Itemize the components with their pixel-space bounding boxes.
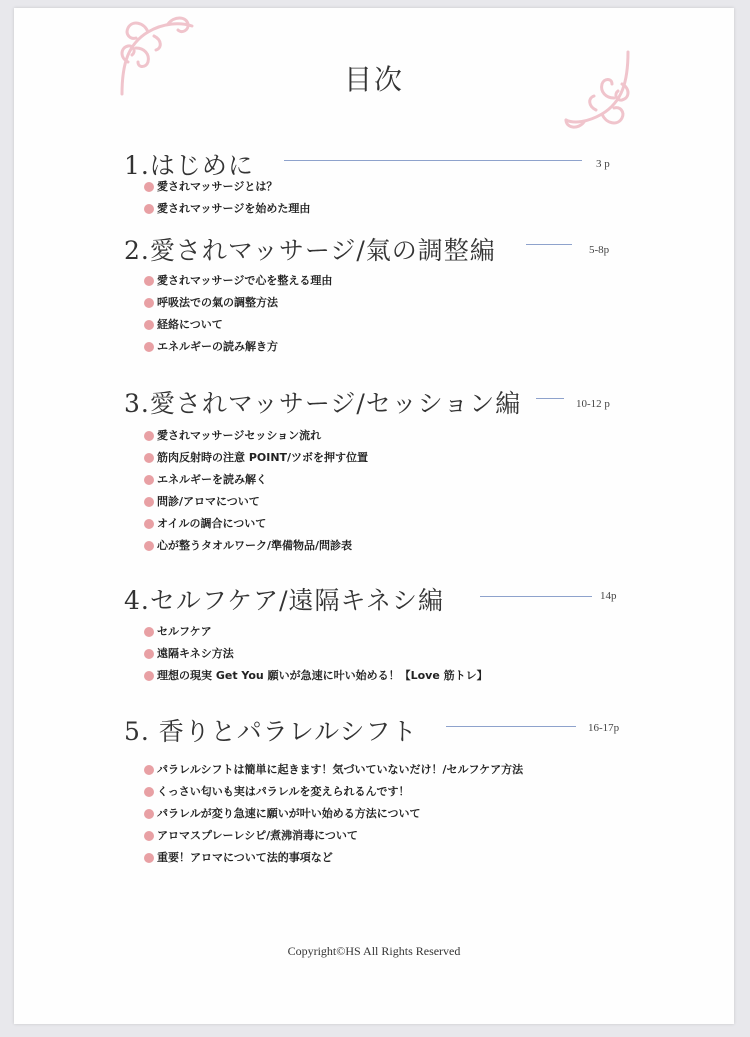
copyright-footer: Copyright©HS All Rights Reserved: [287, 944, 461, 958]
list-item: [144, 491, 368, 513]
item-label: 筋肉反射時の注意 POINT/ツボを押す位置: [157, 451, 369, 464]
item-label: 遠隔キネシ方法: [157, 647, 234, 660]
bullet-icon: [144, 298, 154, 308]
section-heading: 1.はじめに: [124, 151, 254, 180]
list-item: [144, 847, 523, 869]
bullet-icon: [144, 453, 154, 463]
item-label: 愛されマッサージで心を整える理由: [157, 274, 333, 287]
bullet-icon: [144, 809, 154, 819]
list-item: [144, 425, 368, 447]
item-label: 経絡について: [157, 318, 223, 331]
list-item: [144, 665, 488, 687]
list-item: [144, 292, 332, 314]
bullet-icon: [144, 541, 154, 551]
section-item-list: [144, 621, 488, 687]
item-label: アロマスプレーレシピ/煮沸消毒について: [157, 829, 358, 842]
bullet-icon: [144, 204, 154, 214]
item-label: セルフケア: [157, 625, 212, 638]
item-label: 愛されマッサージとは？: [157, 180, 278, 193]
bullet-icon: [144, 320, 154, 330]
list-item: [144, 314, 332, 336]
item-label: 問診/アロマについて: [157, 495, 260, 508]
section-item-list: [144, 425, 368, 557]
list-item: [144, 270, 332, 292]
section-item-list: [144, 176, 310, 220]
bullet-icon: [144, 519, 154, 529]
item-label: 理想の現実 Get You 願いが急速に叶い始める！【Love 筋トレ】: [157, 669, 488, 682]
list-item: [144, 176, 310, 198]
list-item: [144, 198, 310, 220]
section-heading: 4.セルフケア/遠隔キネシ編: [124, 586, 445, 615]
list-item: [144, 825, 523, 847]
leader-line: [446, 726, 576, 727]
page-number: 16-17p: [588, 722, 620, 734]
section-heading: 2.愛されマッサージ/氣の調整編: [124, 236, 496, 265]
list-item: [144, 759, 523, 781]
list-item: [144, 336, 332, 358]
page-number: 14p: [600, 590, 617, 602]
item-label: くっさい匂いも実はパラレルを変えられるんです！: [157, 785, 410, 798]
list-item: [144, 803, 523, 825]
bullet-icon: [144, 853, 154, 863]
bullet-icon: [144, 671, 154, 681]
bullet-icon: [144, 276, 154, 286]
list-item: [144, 469, 368, 491]
list-item: [144, 621, 488, 643]
list-item: [144, 447, 368, 469]
bullet-icon: [144, 765, 154, 775]
leader-line: [526, 244, 572, 245]
section-heading: 3.愛されマッサージ/セッション編: [124, 389, 522, 418]
section-item-list: [144, 759, 523, 869]
item-label: 心が整うタオルワーク/準備物品/問診表: [157, 539, 353, 552]
bullet-icon: [144, 475, 154, 485]
item-label: 呼吸法での氣の調整方法: [157, 296, 278, 309]
list-item: [144, 643, 488, 665]
section-heading: 5. 香りとパラレルシフト: [124, 717, 418, 746]
item-label: 重要！アロマについて法的事項など: [157, 851, 333, 864]
item-label: オイルの調合について: [157, 517, 267, 530]
list-item: [144, 781, 523, 803]
page-number: 5-8p: [589, 244, 610, 256]
item-label: パラレルが変り急速に願いが叶い始める方法について: [157, 807, 421, 820]
leader-line: [284, 160, 582, 161]
list-item: [144, 513, 368, 535]
document-page: [14, 8, 734, 1024]
list-item: [144, 535, 368, 557]
bullet-icon: [144, 497, 154, 507]
bullet-icon: [144, 649, 154, 659]
page-title: 目次: [343, 63, 404, 96]
leader-line: [536, 398, 564, 399]
bullet-icon: [144, 182, 154, 192]
bullet-icon: [144, 831, 154, 841]
item-label: 愛されマッサージを始めた理由: [157, 202, 311, 215]
leader-line: [480, 596, 592, 597]
bullet-icon: [144, 787, 154, 797]
page-number: 10-12 p: [576, 398, 610, 410]
item-label: パラレルシフトは簡単に起きます！気づいていないだけ！/セルフケア方法: [157, 763, 524, 776]
item-label: エネルギーの読み解き方: [157, 340, 278, 353]
item-label: エネルギーを読み解く: [157, 473, 267, 486]
section-item-list: [144, 270, 332, 358]
page-number: 3 p: [596, 158, 610, 170]
bullet-icon: [144, 342, 154, 352]
item-label: 愛されマッサージセッション流れ: [157, 429, 322, 442]
bullet-icon: [144, 431, 154, 441]
bullet-icon: [144, 627, 154, 637]
